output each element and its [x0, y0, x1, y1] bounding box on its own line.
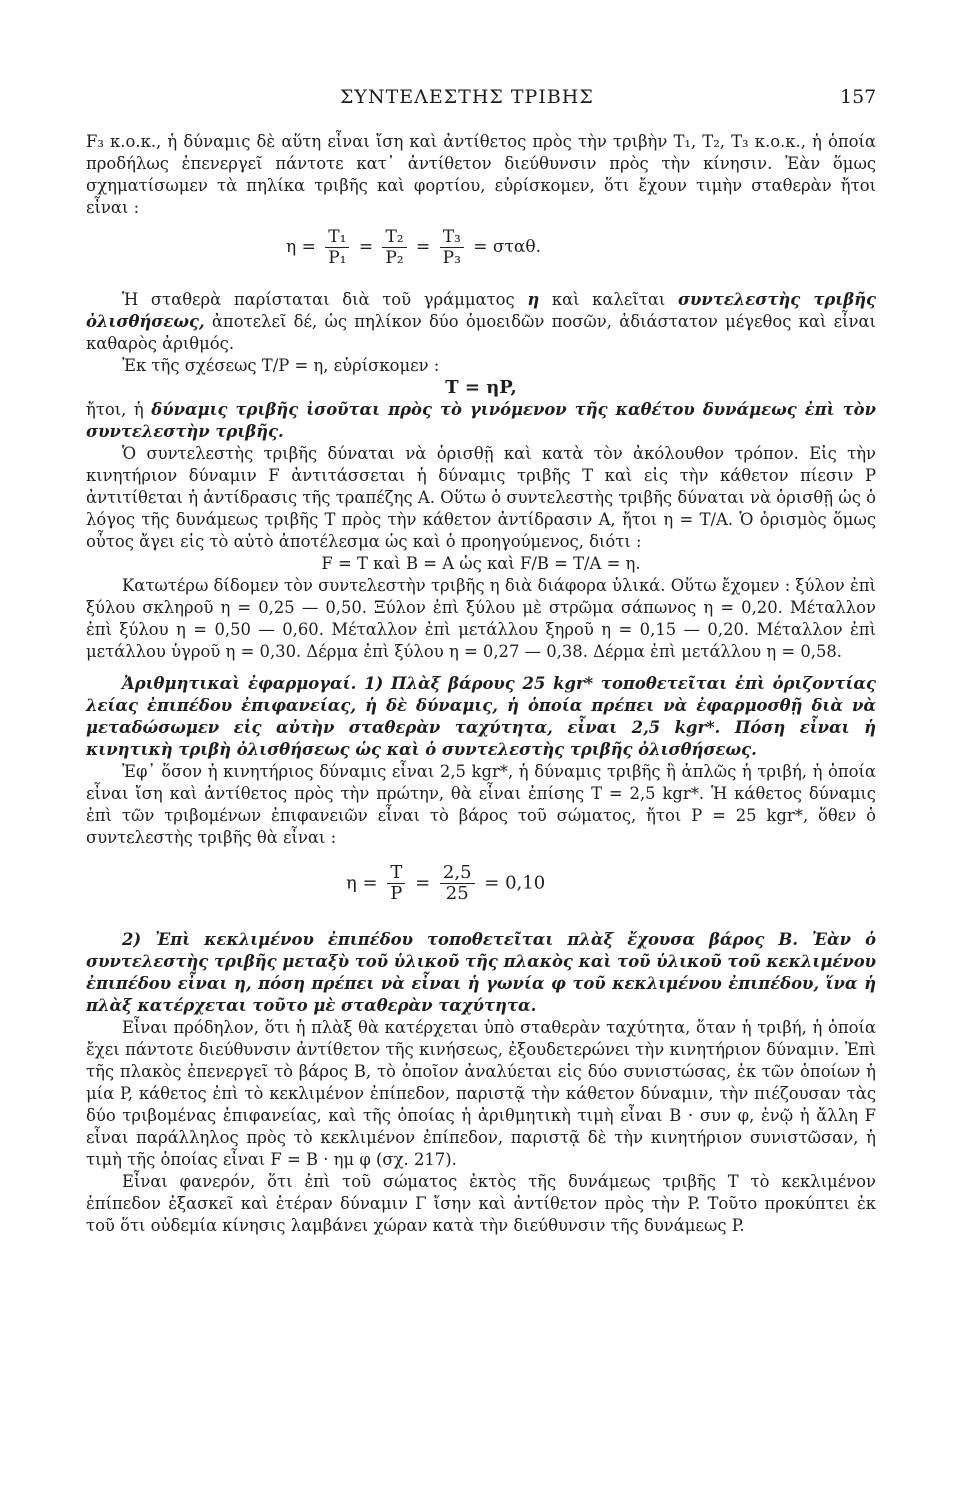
eq1-lhs: η = — [286, 237, 316, 257]
paragraph-11: Εἶναι φανερόν, ὅτι ἐπὶ τοῦ σώματος ἐκτὸς τῆς δυνάμεως τριβῆς T τὸ κεκλιμένον ἐπίπεδον ἐξασκεῖ καὶ ἑτέραν δύναμιν Γ ἴσην καὶ ἀντίθετον πρὸς τὴν P. Τοῦτο προκύπτει ἐκ τοῦ ὅτι οὐδεμία κίνησις λαμβάνει χώραν κατὰ τὴν διεύθυνσιν τῆς δυνάμεως P. — [86, 1172, 876, 1235]
eq1-rhs: = σταθ. — [473, 237, 542, 257]
equation-f-b: F = T καὶ B = A ὡς καὶ F/B = T/A = η. — [321, 554, 641, 573]
paragraph-10: Εἶναι πρόδηλον, ὅτι ἡ πλὰξ θὰ κατέρχεται ὑπὸ σταθερὰν ταχύτητα, ὅταν ἡ τριβή, ἡ ὁποία ἔχει πάντοτε διεύθυνσιν ἀντίθετον τῆς κινήσεως, ἐξουδετερώνει τὴν κινητήριον δύναμιν. Ἐπὶ τῆς πλακὸς ἐπενεργεῖ τὸ βάρος B, τὸ ὁποῖον ἀναλύεται εἰς δύο συνιστώσας, ἐκ τῶν ὁποίων ἡ μία P, κάθετος ἐπὶ τὸ κεκλιμένον ἐπίπεδον, παριστᾷ τὴν κάθετον δύναμιν, τὴν πιέζουσαν τὰς δύο τριβομένας ἐπιφανείας, καὶ τῆς ὁποίας ἡ ἀριθμητικὴ τιμὴ εἶναι B · συν φ, ἐνῷ ἡ ἄλλη F εἶναι παράλληλος πρὸς τὸ κεκλιμένον ἐπίπεδον, παριστᾷ δὲ τὴν κινητήριον συνιστῶσαν, ἡ τιμὴ τῆς ὁποίας εἶναι F = B · ημ φ (σχ. 217). — [86, 1018, 876, 1169]
paragraph-1: F₃ κ.ο.κ., ἡ δύναμις δὲ αὕτη εἶναι ἴση καὶ ἀντίθετος πρὸς τὴν τριβὴν T₁, T₂, T₃ κ.ο.κ., ἡ ὁποία προδήλως ἐπενεργεῖ πάντοτε κατ᾽ ἀντίθετον διεύθυνσιν πρὸς τὴν κίνησιν. Ἐὰν ὅμως σχηματίσωμεν τὰ πηλίκα τριβῆς καὶ φορτίου, εὑρίσκομεν, ὅτι ἔχουν τιμὴν σταθερὰν ἤτοι εἶναι : — [86, 132, 876, 217]
paragraph-applications: Ἀριθμητικαὶ ἐφαρμογαί. 1) Πλὰξ βάρους 25 kgr* τοποθετεῖται ἐπὶ ὁριζοντίας λείας ἐπιπέδου ἐπιφανείας, ἡ δὲ δύναμις, ἡ ὁποία πρέπει νὰ ἐφαρμοσθῇ διὰ νὰ μεταδώσωμεν εἰς αὐτὴν σταθερὰν ταχύτητα, εἶναι 2,5 kgr*. Πόση εἶναι ἡ κινητικὴ τριβὴ ὀλισθήσεως ὡς καὶ ὁ συντελεστὴς τριβῆς ὀλισθήσεως. — [86, 674, 876, 759]
page-number: 157 — [840, 86, 877, 108]
paragraph-2: Ἡ σταθερὰ παρίσταται διὰ τοῦ γράμματος η καὶ καλεῖται συντελεστὴς τριβῆς ὀλισθήσεως, ἀποτελεῖ δέ, ὡς πηλίκον δύο ὁμοειδῶν ποσῶν, ἀδιάστατον μέγεθος καὶ εἶναι καθαρὸς ἀριθμός. — [86, 290, 876, 353]
page-header — [0, 86, 974, 116]
equation-ratio-constant: η = $\frac{\text{T₁}}{\text{P₁}}$ = $\frac{\text{T₂}}{\text{P₂}}$ = $\frac{\text{T₃}}{\text{P₃}}$ = σταθ. — [286, 227, 542, 268]
paragraph-8: Ἐφ᾽ ὅσον ἡ κινητήριος δύναμις εἶναι 2,5 kgr*, ἡ δύναμις τριβῆς ἢ ἁπλῶς ἡ τριβή, ἡ ὁποία εἶναι ἴση καὶ ἀντίθετος πρὸς τὴν πρώτην, θὰ εἶναι ἐπίσης T = 2,5 kgr*. Ἡ κάθετος δύναμις ἐπὶ τῶν τριβομένων ἐπιφανειῶν εἶναι τὸ βάρος τοῦ σώματος, ἤτοι P = 25 kgr*, ὅθεν ὁ συντελεστὴς τριβῆς θὰ εἶναι : — [86, 762, 876, 847]
equation-t-eta-p: T = ηP, — [445, 377, 517, 398]
paragraph-problem-2: 2) Ἐπὶ κεκλιμένου ἐπιπέδου τοποθετεῖται πλὰξ ἔχουσα βάρος B. Ἐὰν ὁ συντελεστὴς τριβῆς μεταξὺ τοῦ ὑλικοῦ τῆς πλακὸς καὶ τοῦ ὑλικοῦ τοῦ κεκλιμένου ἐπιπέδου εἶναι η, πόση πρέπει νὰ εἶναι ἡ γωνία φ τοῦ κεκλιμένου ἐπιπέδου, ἵνα ἡ πλὰξ κατέρχεται τοῦτο μὲ σταθερὰν ταχύτητα. — [86, 930, 876, 1015]
fraction-numeric: $\frac{2,5}{25}$ — [440, 863, 475, 904]
fraction-t2-p2: $\frac{\text{T₂}}{\text{P₂}}$ — [382, 227, 406, 268]
fraction-t3-p3: $\frac{\text{T₃}}{\text{P₃}}$ — [440, 227, 464, 268]
paragraph-5: Ὁ συντελεστὴς τριβῆς δύναται νὰ ὁρισθῇ καὶ κατὰ τὸν ἀκόλουθον τρόπον. Εἰς τὴν κινητήριον δύναμιν F ἀντιτάσσεται ἡ δύναμις τριβῆς T καὶ εἰς τὴν κάθετον πίεσιν P ἀντιτίθεται ἡ ἀντίδρασις τῆς τραπέζης A. Οὕτω ὁ συντελεστὴς τριβῆς δύναται νὰ ὁρισθῇ ὡς ὁ λόγος τῆς δυνάμεως τριβῆς T πρὸς τὴν κάθετον ἀντίδρασιν A, ἤτοι η = T/A. Ὁ ὁρισμὸς ὅμως οὗτος ἄγει εἰς τὸ αὐτὸ ἀποτέλεσμα ὡς καὶ ὁ προηγούμενος, διότι : — [86, 444, 876, 551]
running-title: ΣΥΝΤΕΛΕΣΤΗΣ ΤΡΙΒΗΣ — [340, 86, 594, 108]
page-body — [86, 131, 876, 1237]
equation-eta-value: η = $\frac{T}{P}$ = $\frac{2,5}{25}$ = 0,10 — [346, 862, 546, 904]
fraction-t-p: $\frac{T}{P}$ — [387, 863, 405, 904]
paragraph-6: Κατωτέρω δίδομεν τὸν συντελεστὴν τριβῆς η διὰ διάφορα ὑλικά. Οὕτω ἔχομεν : ξύλον ἐπὶ ξύλου σκληροῦ η = 0,25 — 0,50. Ξύλον ἐπὶ ξύλου μὲ στρῶμα σάπωνος η = 0,20. Μέταλλον ἐπὶ ξύλου η = 0,50 — 0,60. Μέταλλον ἐπὶ μετάλλου ξηροῦ η = 0,15 — 0,20. Μέταλλον ἐπὶ μετάλλου ὑγροῦ η = 0,30. Δέρμα ἐπὶ ξύλου η = 0,27 — 0,38. Δέρμα ἐπὶ μετάλλου η = 0,58. — [86, 576, 876, 661]
fraction-t1-p1: $\frac{\text{T₁}}{\text{P₁}}$ — [325, 227, 349, 268]
paragraph-3: Ἐκ τῆς σχέσεως T/P = η, εὑρίσκομεν : — [122, 356, 440, 375]
paragraph-4: ἤτοι, ἡ δύναμις τριβῆς ἰσοῦται πρὸς τὸ γινόμενον τῆς καθέτου δυνάμεως ἐπὶ τὸν συντελεστὴν τριβῆς. — [86, 400, 876, 441]
